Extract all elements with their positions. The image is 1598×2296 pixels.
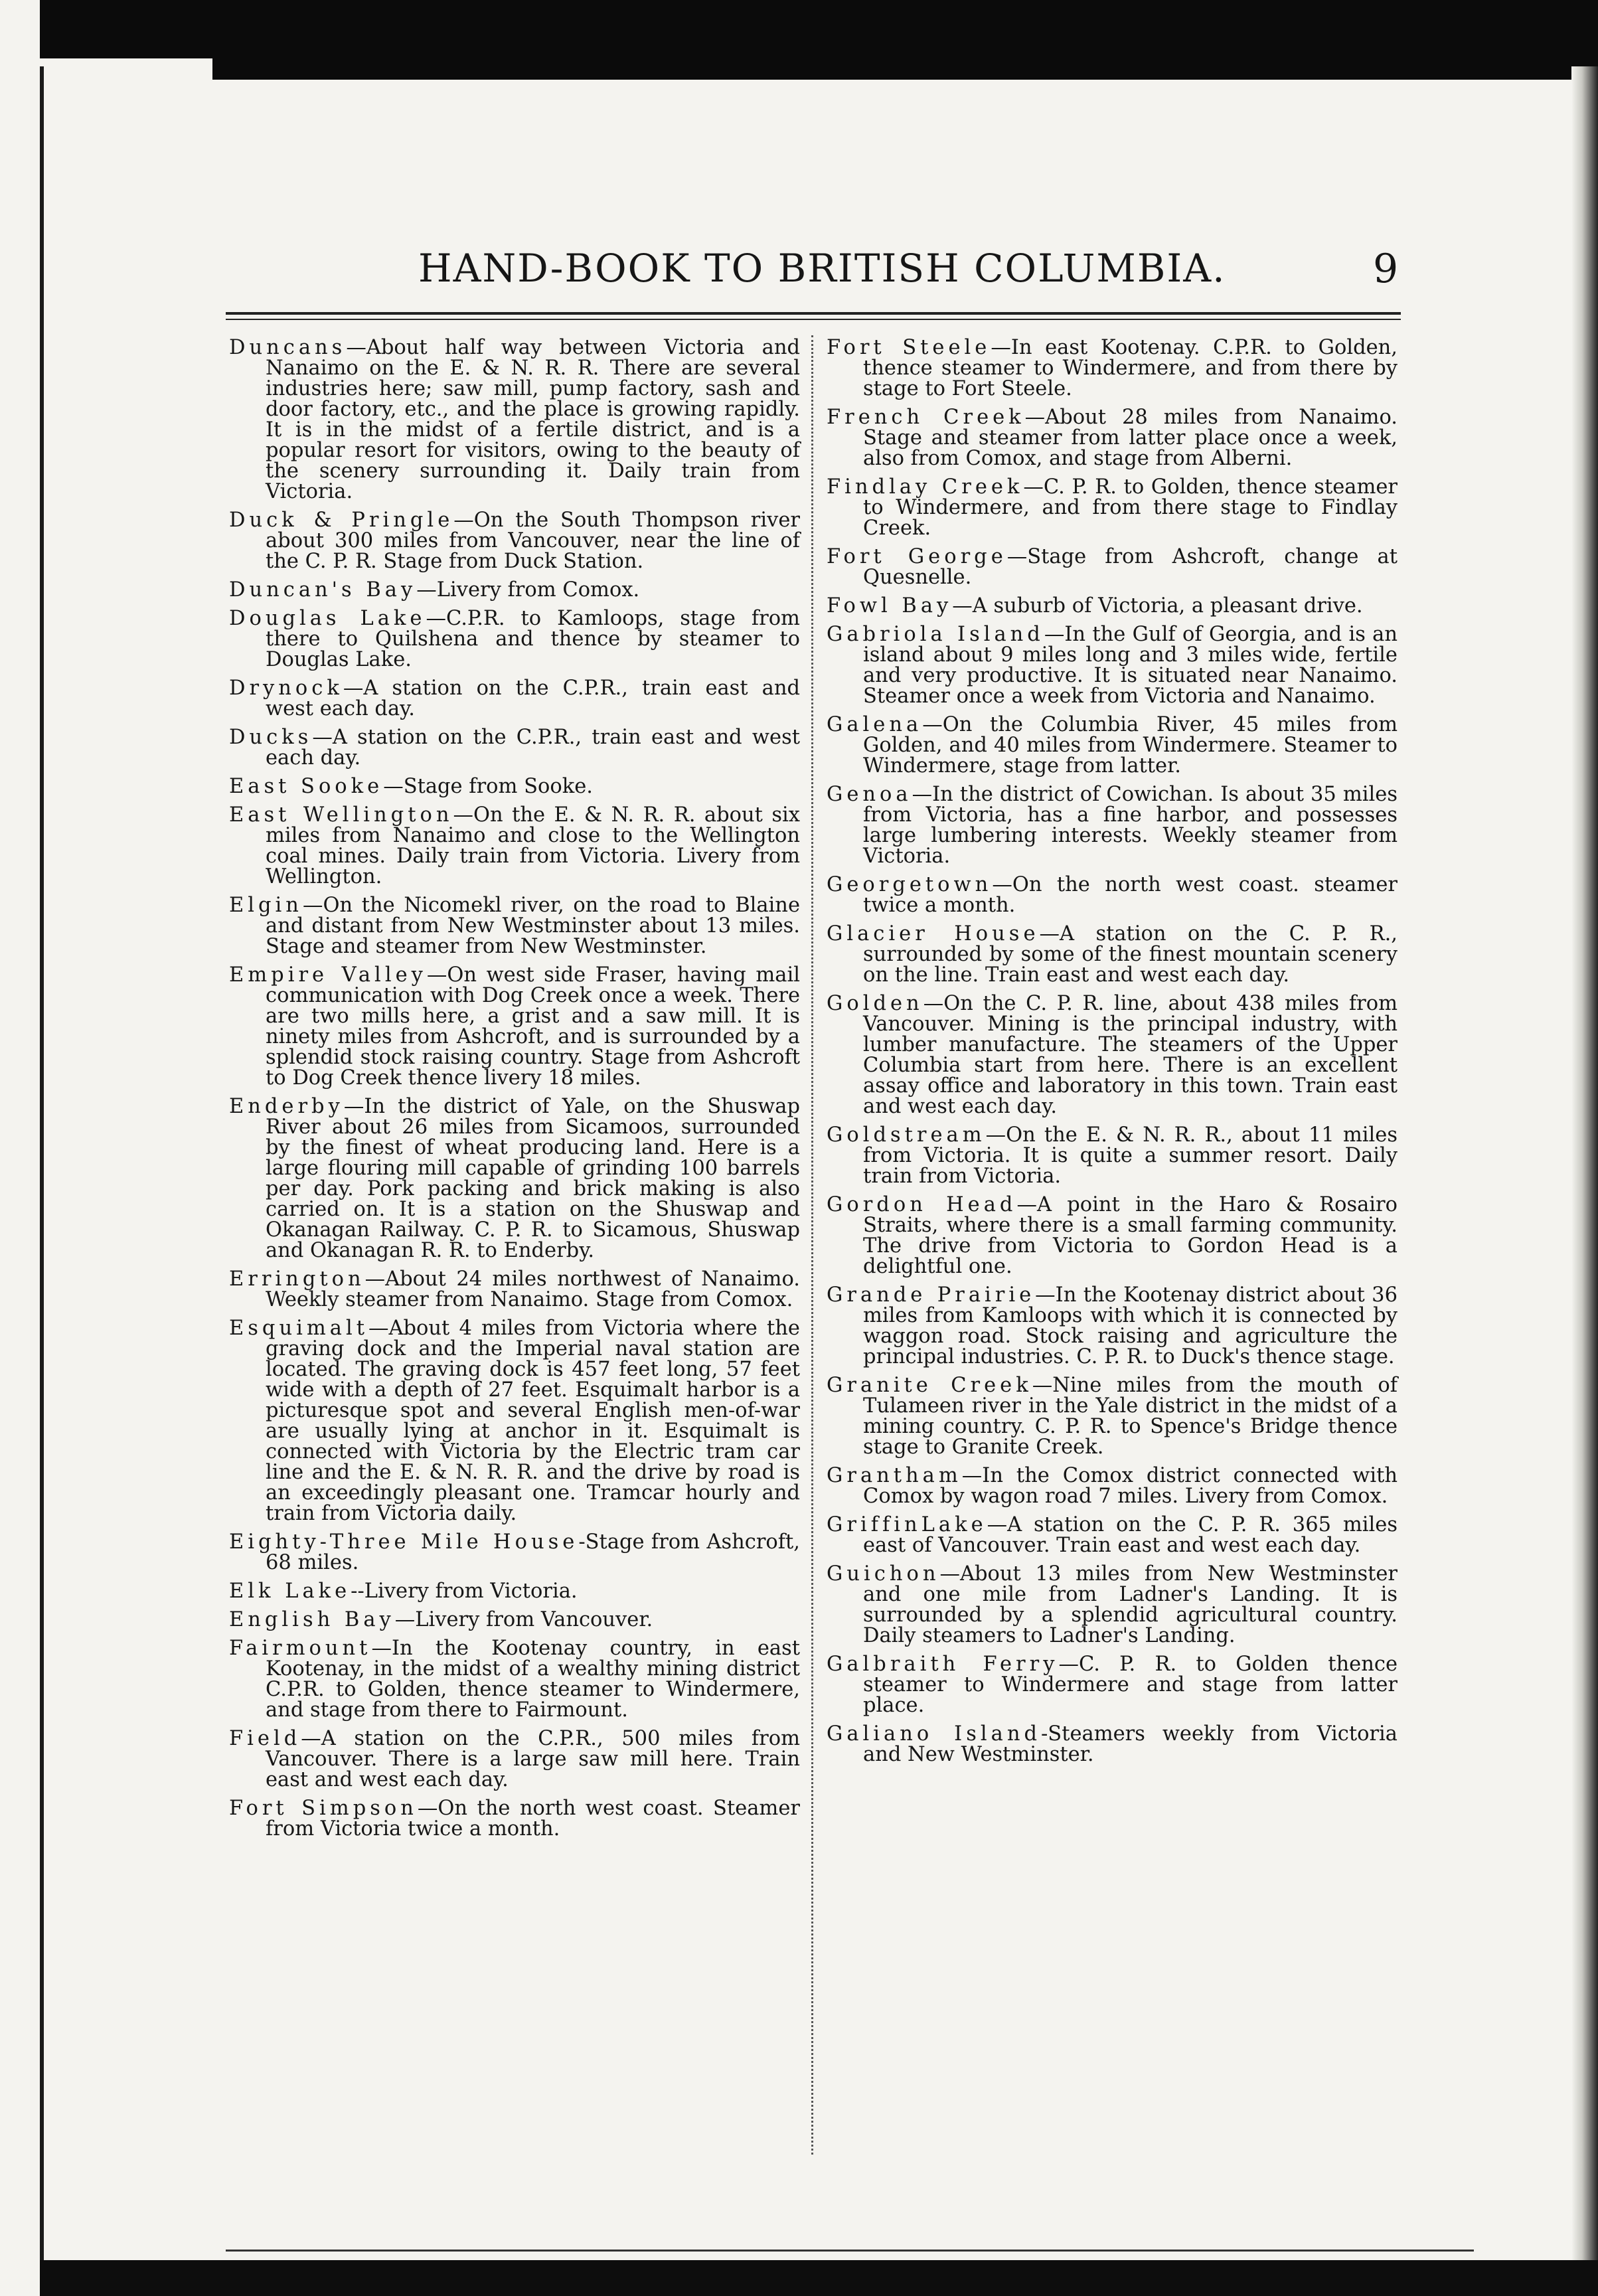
gazetteer-entry <box>827 874 1398 916</box>
entry-place-name: Fort Simpson <box>229 1797 418 1820</box>
entry-description: —In the Comox district connected with Comox by wagon road 7 miles. Livery from Comox. <box>863 1464 1398 1508</box>
gazetteer-entry <box>229 678 800 719</box>
entry-place-name: Grantham <box>827 1464 962 1487</box>
entry-description: —Nine miles from the mouth of Tulameen river in the Yale district in the midst of a mining country. C. P. R. to Spence's Bridge thence stage to Granite Creek. <box>863 1374 1398 1459</box>
gazetteer-entry <box>827 784 1398 866</box>
header-rule-thick <box>226 312 1401 315</box>
entry-description: —A point in the Haro & Rosairo Straits, where there is a small farming community. The drive from Victoria to Gordon Head is a delightful one. <box>863 1193 1398 1278</box>
entry-place-name: Duncans <box>229 336 347 359</box>
entry-description: —About half way between Victoria and Nanaimo on the E. & N. R. R. There are several industries here; saw mill, pump factory, sash and door factory, etc., and the place is growing rapidly. It is in the midst of a fertile district, and is a popular resort for visitors, owing to the beauty of the scenery surrounding it. Daily train from Victoria. <box>266 336 800 503</box>
entry-place-name: Eighty-Three Mile House <box>229 1530 579 1554</box>
entry-place-name: Duncan's Bay <box>229 578 417 602</box>
gazetteer-entry <box>229 1532 800 1573</box>
entry-description: —C. P. R. to Golden, thence steamer to Windermere, and from there stage to Findlay Creek. <box>863 475 1398 540</box>
scan-left-edge <box>40 66 44 2296</box>
entry-place-name: East Wellington <box>229 803 453 827</box>
entry-description: —A station on the C. P. R., surrounded by some of the finest mountain scenery on the line. Train east and west each day. <box>863 922 1398 987</box>
running-header <box>418 246 1414 305</box>
column-separator <box>811 335 815 2155</box>
entry-place-name: Glacier House <box>827 922 1040 945</box>
gazetteer-entry <box>229 1318 800 1524</box>
entry-place-name: Galbraith Ferry <box>827 1653 1059 1676</box>
gazetteer-entry <box>827 1125 1398 1187</box>
right-column <box>827 337 1398 1773</box>
gazetteer-entry <box>827 1375 1398 1457</box>
gazetteer-entry <box>229 1728 800 1790</box>
entry-place-name: Galena <box>827 713 923 736</box>
entry-place-name: Guichon <box>827 1562 940 1586</box>
entry-description: —In the Kootenay district about 36 miles from Kamloops with which it is connected by waggon road. Stock raising and agriculture the principal industries. C. P. R. to Duck's thence stage. <box>863 1283 1398 1368</box>
gazetteer-entry <box>827 477 1398 538</box>
gazetteer-entry <box>827 1654 1398 1716</box>
gazetteer-entry <box>827 1564 1398 1646</box>
gazetteer-entry <box>827 337 1398 399</box>
gazetteer-entry <box>827 1724 1398 1765</box>
entry-description: —Livery from Comox. <box>416 578 640 602</box>
gazetteer-entry <box>229 1798 800 1839</box>
scan-bottom-border <box>40 2260 1598 2296</box>
entry-place-name: Fairmount <box>229 1637 372 1660</box>
entry-place-name: Findlay Creek <box>827 475 1024 499</box>
gazetteer-entry <box>827 924 1398 985</box>
gazetteer-entry <box>229 1096 800 1261</box>
entry-description: -Steamers weekly from Victoria and New Westminster. <box>863 1722 1398 1766</box>
entry-description: —A station on the C.P.R., train east and west each day. <box>266 726 800 770</box>
scan-top-notch <box>40 53 212 92</box>
entry-place-name: English Bay <box>229 1608 395 1631</box>
gazetteer-entry <box>827 1285 1398 1367</box>
gazetteer-entry <box>827 624 1398 706</box>
entry-place-name: Drynock <box>229 677 343 700</box>
entry-description: —A suburb of Victoria, a pleasant drive. <box>952 594 1363 617</box>
entry-description: —In the Gulf of Georgia, and is an island about 9 miles long and 3 miles wide, fertile and very productive. It is situated near Nanaimo. Steamer once a week from Victoria and Nanaimo. <box>863 623 1398 708</box>
gazetteer-entry <box>827 1465 1398 1507</box>
entry-place-name: French Creek <box>827 406 1025 429</box>
entry-description: —About 4 miles from Victoria where the graving dock and the Imperial naval station are located. The graving dock is 457 feet long, 57 feet wide with a depth of 27 feet. Esquimalt harbor is a picturesque spot and several English men-of-war are usually lying at anchor in it. Esquimalt is connected with Victoria by the Electric tram car line and the E. & N. R. R. and the drive by road is an exceedingly pleasant one. Tramcar hourly and train from Victoria daily. <box>266 1317 800 1525</box>
entry-description: —On the Columbia River, 45 miles from Golden, and 40 miles from Windermere. Steamer to Windermere, stage from latter. <box>863 713 1398 778</box>
entry-description: —On the E. & N. R. R., about 11 miles from Victoria. It is quite a summer resort. Daily train from Victoria. <box>863 1123 1398 1188</box>
entry-place-name: Gabriola Island <box>827 623 1044 646</box>
bottom-rule <box>226 2250 1474 2252</box>
entry-description: —Stage from Ashcroft, change at Quesnelle. <box>863 545 1398 589</box>
page-title: HAND-BOOK TO BRITISH COLUMBIA. <box>418 246 1226 291</box>
page-number: 9 <box>1373 246 1399 292</box>
entry-place-name: Genoa <box>827 783 912 806</box>
entry-place-name: Empire Valley <box>229 963 427 987</box>
entry-place-name: Goldstream <box>827 1123 986 1147</box>
entry-place-name: East Sooke <box>229 775 384 798</box>
entry-place-name: Elk Lake <box>229 1580 351 1603</box>
gazetteer-entry <box>827 1515 1398 1556</box>
gazetteer-entry <box>229 580 800 600</box>
gazetteer-entry <box>827 993 1398 1117</box>
entry-place-name: Field <box>229 1727 301 1750</box>
entry-description: —C. P. R. to Golden thence steamer to Windermere and stage from latter place. <box>863 1653 1398 1717</box>
entry-description: --Livery from Victoria. <box>351 1580 578 1603</box>
entry-description: —In east Kootenay. C.P.R. to Golden, thence steamer to Windermere, and from there by stage to Fort Steele. <box>863 336 1398 400</box>
entry-place-name: Grande Prairie <box>827 1283 1036 1307</box>
entry-place-name: Granite Creek <box>827 1374 1032 1397</box>
entry-description: —In the district of Yale, on the Shuswap River about 26 miles from Sicamoos, surrounded by the finest of wheat producing land. Here is a large flouring mill capable of grinding 100 barrels per day. Pork packing and brick making is also carried on. It is a station on the Shuswap and Okanagan Railway. C. P. R. to Sicamous, Shuswap and Okanagan R. R. to Enderby. <box>266 1095 800 1262</box>
entry-description: —About 28 miles from Nanaimo. Stage and steamer from latter place once a week, also from Comox, and stage from Alberni. <box>863 406 1398 470</box>
gazetteer-entry <box>229 608 800 670</box>
entry-description: —On the E. & N. R. R. about six miles from Nanaimo and close to the Wellington coal mines. Daily train from Victoria. Livery from Wellington. <box>266 803 800 888</box>
entry-place-name: Galiano Island <box>827 1722 1041 1746</box>
entry-place-name: Duck & Pringle <box>229 509 454 532</box>
entry-place-name: Fowl Bay <box>827 594 953 617</box>
entry-description: —About 24 miles northwest of Nanaimo. Weekly steamer from Nanaimo. Stage from Comox. <box>266 1268 800 1311</box>
entry-place-name: Golden <box>827 992 923 1015</box>
gazetteer-entry <box>229 895 800 957</box>
entry-place-name: Elgin <box>229 894 303 917</box>
gazetteer-entry <box>229 1581 800 1601</box>
entry-place-name: Douglas Lake <box>229 607 426 630</box>
header-rule-thin <box>226 319 1401 320</box>
entry-place-name: Fort George <box>827 545 1007 568</box>
entry-place-name: GriffinLake <box>827 1513 987 1536</box>
scan-right-edge <box>1571 66 1598 2296</box>
entry-description: —In the Kootenay country, in east Kootenay, in the midst of a wealthy mining district C.P.R. to Golden, thence steamer to Windermere, and stage from there to Fairmount. <box>266 1637 800 1722</box>
entry-description: —A station on the C.P.R., 500 miles from Vancouver. There is a large saw mill here. Train east and west each day. <box>266 1727 800 1791</box>
gazetteer-entry <box>229 337 800 502</box>
gazetteer-entry <box>229 1269 800 1310</box>
entry-place-name: Esquimalt <box>229 1317 368 1340</box>
left-column <box>229 337 800 1847</box>
entry-description: —On the north west coast. steamer twice a month. <box>863 873 1398 917</box>
gazetteer-entry <box>229 805 800 887</box>
entry-description: —A station on the C. P. R. 365 miles east of Vancouver. Train east and west each day. <box>863 1513 1398 1557</box>
entry-description: —Livery from Vancouver. <box>394 1608 653 1631</box>
gazetteer-entry <box>229 776 800 797</box>
gazetteer-entry <box>827 1194 1398 1277</box>
entry-place-name: Enderby <box>229 1095 344 1118</box>
entry-place-name: Errington <box>229 1268 365 1291</box>
entry-place-name: Ducks <box>229 726 313 749</box>
scan-top-border <box>40 0 1598 80</box>
entry-place-name: Gordon Head <box>827 1193 1017 1216</box>
gazetteer-entry <box>827 546 1398 588</box>
entry-description: —On the C. P. R. line, about 438 miles from Vancouver. Mining is the principal industry, with lumber manufacture. The steamers of the Upper Columbia start from here. There is an excellent assay office and laboratory in this town. Train east and west each day. <box>863 992 1398 1118</box>
gazetteer-entry <box>229 510 800 572</box>
entry-description: —About 13 miles from New Westminster and one mile from Ladner's Landing. It is surrounded by a splendid agricultural country. Daily steamers to Ladner's Landing. <box>863 1562 1398 1647</box>
entry-description: —On the Nicomekl river, on the road to Blaine and distant from New Westminster about 13 miles. Stage and steamer from New Westminster. <box>266 894 800 958</box>
entry-description: —On the north west coast. Steamer from Victoria twice a month. <box>266 1797 800 1841</box>
gazetteer-entry <box>827 407 1398 469</box>
entry-place-name: Georgetown <box>827 873 993 896</box>
entry-description: —On west side Fraser, having mail communication with Dog Creek once a week. There are two mills here, a grist and a saw mill. It is ninety miles from Ashcroft, and is surrounded by a splendid stock raising country. Stage from Ashcroft to Dog Creek thence livery 18 miles. <box>266 963 800 1090</box>
gazetteer-entry <box>229 727 800 768</box>
entry-description: —Stage from Sooke. <box>383 775 594 798</box>
entry-description: —On the South Thompson river about 300 miles from Vancouver, near the line of the C. P. R. Stage from Duck Station. <box>266 509 801 573</box>
entry-description: —A station on the C.P.R., train east and west each day. <box>266 677 800 720</box>
gazetteer-entry <box>229 1638 800 1720</box>
entry-description: —In the district of Cowichan. Is about 35 miles from Victoria, has a fine harbor, and possesses large lumbering interests. Weekly steamer from Victoria. <box>863 783 1398 868</box>
gazetteer-entry <box>827 714 1398 776</box>
entry-place-name: Fort Steele <box>827 336 991 359</box>
entry-description: -Stage from Ashcroft, 68 miles. <box>266 1530 801 1574</box>
entry-description: —C.P.R. to Kamloops, stage from there to Quilshena and thence by steamer to Douglas Lake. <box>266 607 800 671</box>
gazetteer-entry <box>827 596 1398 616</box>
gazetteer-entry <box>229 1609 800 1630</box>
gazetteer-entry <box>229 965 800 1088</box>
